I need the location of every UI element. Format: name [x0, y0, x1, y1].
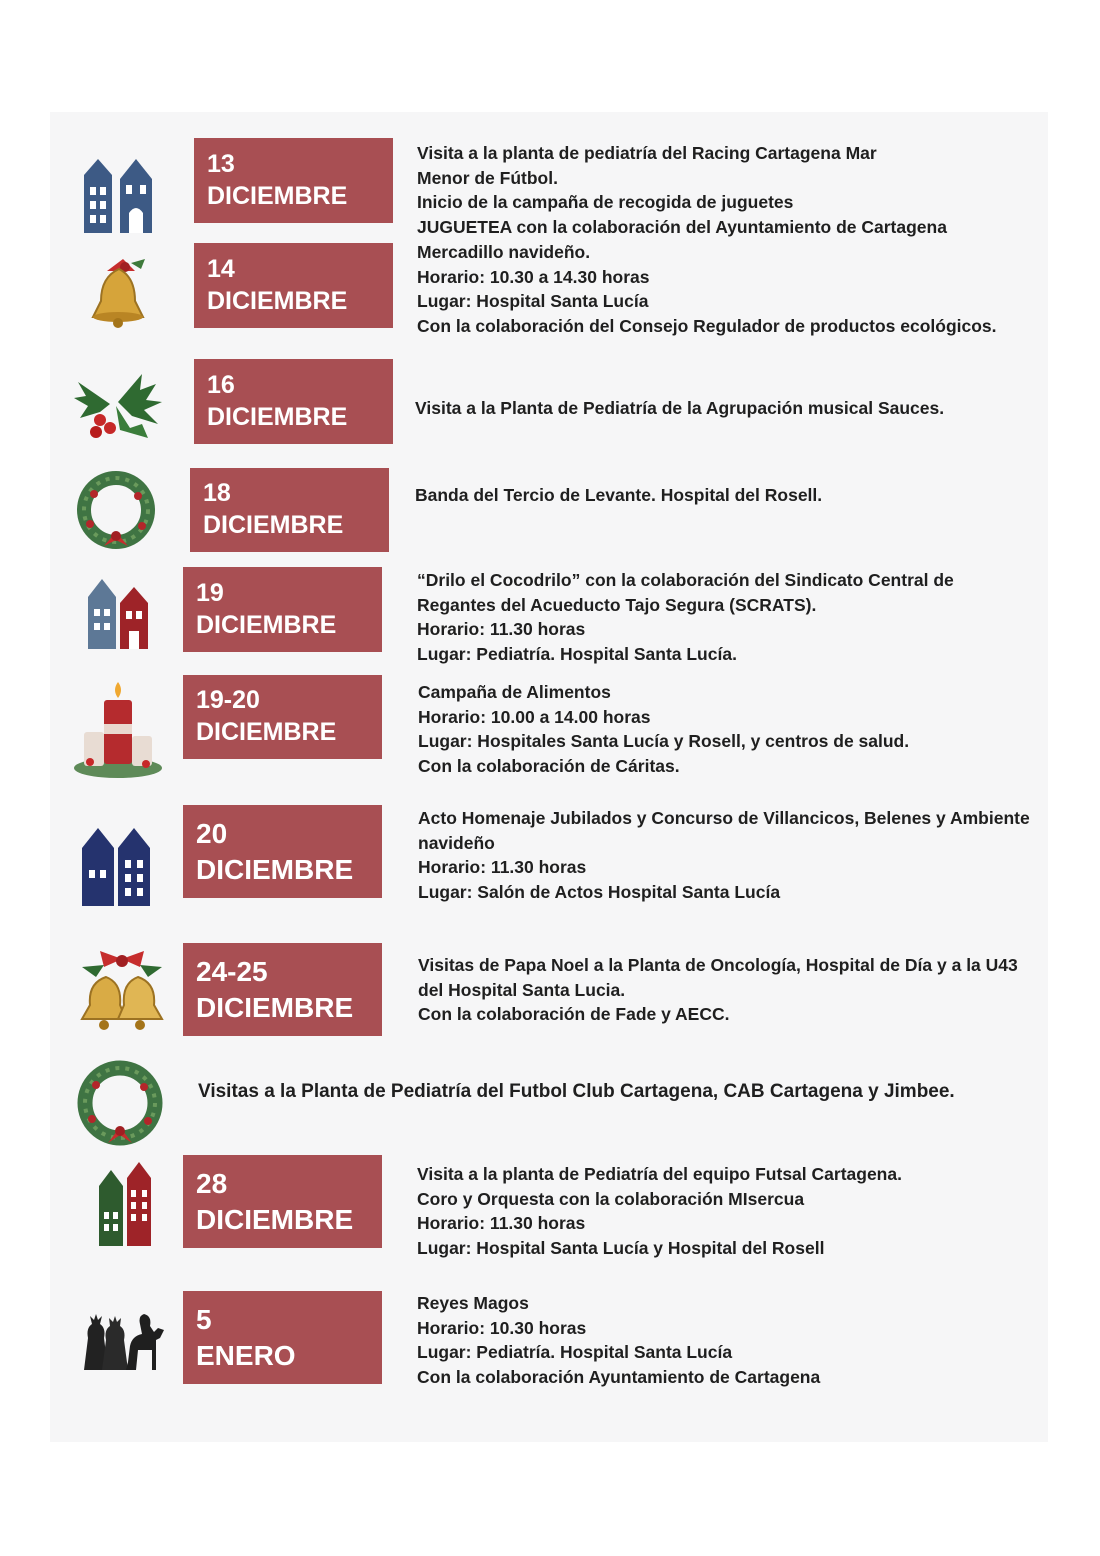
event-day: 24-25 — [196, 955, 268, 987]
desc-line: Lugar: Salón de Actos Hospital Santa Lucía — [418, 881, 781, 902]
event-day: 14 — [207, 254, 235, 283]
event-day: 16 — [207, 370, 235, 399]
event-day: 20 — [196, 817, 228, 849]
date-box — [183, 567, 382, 652]
desc-line: Mercadillo navideño. — [417, 242, 591, 262]
desc-line: Horario: 11.30 horas — [418, 857, 587, 877]
desc-line: Horario: 10.30 a 14.30 horas — [417, 266, 650, 287]
event-month: DICIEMBRE — [203, 511, 344, 539]
bell-icon — [83, 255, 153, 335]
desc-line: Visita a la planta de pediatría del Racing Cartagena Mar — [417, 143, 877, 163]
three-kings-icon — [80, 1302, 168, 1372]
date-box — [194, 243, 393, 328]
date-box — [183, 943, 382, 1036]
desc-line: Menor de Fútbol. — [417, 167, 558, 188]
date-box — [194, 138, 393, 223]
event-description — [418, 680, 909, 778]
desc-line: Lugar: Hospital Santa Lucía — [417, 291, 649, 311]
desc-line: Visita a la planta de Pediatría del equipo Futsal Cartagena. — [417, 1164, 902, 1184]
bells-icon — [74, 947, 170, 1033]
date-box — [194, 359, 393, 444]
desc-line: Lugar: Hospital Santa Lucía y Hospital del Rosell — [417, 1237, 825, 1258]
event-month: DICIEMBRE — [196, 991, 354, 1023]
desc-line: Inicio de la campaña de recogida de juguetes — [417, 192, 794, 212]
desc-line: Visitas de Papa Noel a la Planta de Oncología, Hospital de Día y a la U43 — [418, 955, 1018, 975]
date-box — [183, 1291, 382, 1384]
date-box — [183, 805, 382, 898]
desc-line: Reyes Magos — [417, 1293, 529, 1313]
event-description — [418, 806, 1030, 904]
event-month: DICIEMBRE — [196, 853, 354, 885]
desc-line: Horario: 11.30 horas — [417, 1213, 586, 1233]
event-description — [417, 141, 947, 239]
desc-line: Acto Homenaje Jubilados y Concurso de Villancicos, Belenes y Ambiente — [418, 808, 1030, 828]
event-month: DICIEMBRE — [196, 610, 337, 639]
desc-line: JUGUETEA con la colaboración del Ayuntamiento de Cartagena — [417, 216, 947, 237]
date-box — [183, 675, 382, 759]
holly-icon — [70, 368, 165, 440]
event-month: DICIEMBRE — [196, 1203, 354, 1235]
desc-line: “Drilo el Cocodrilo” con la colaboración del Sindicato Central de — [417, 570, 954, 590]
event-month: DICIEMBRE — [207, 402, 348, 431]
event-description — [417, 1162, 902, 1260]
banner-text: Visitas a la Planta de Pediatría del Futbol Club Cartagena, CAB Cartagena y Jimbee. — [198, 1081, 955, 1102]
event-day: 5 — [196, 1303, 212, 1335]
desc-line: Con la colaboración del Consejo Regulador de productos ecológicos. — [417, 315, 997, 336]
desc-line: Banda del Tercio de Levante. Hospital del Rosell. — [415, 485, 823, 505]
desc-line: Coro y Orquesta con la colaboración MIsercua — [417, 1188, 805, 1209]
desc-line: del Hospital Santa Lucia. — [418, 979, 626, 1000]
event-month: ENERO — [196, 1339, 296, 1371]
wreath-icon — [72, 1055, 168, 1149]
event-description — [415, 483, 822, 508]
house-icon — [97, 1160, 153, 1248]
desc-line: Horario: 11.30 horas — [417, 619, 586, 639]
event-description — [417, 1291, 820, 1389]
house-icon — [80, 824, 152, 908]
desc-line: Campaña de Alimentos — [418, 682, 611, 702]
event-month: DICIEMBRE — [196, 718, 337, 746]
desc-line: Con la colaboración Ayuntamiento de Cartagena — [417, 1366, 821, 1387]
desc-line: Visita a la Planta de Pediatría de la Agrupación musical Sauces. — [415, 398, 945, 418]
event-description — [417, 240, 997, 338]
event-day: 19 — [196, 578, 224, 607]
desc-line: Lugar: Pediatría. Hospital Santa Lucía — [417, 1342, 733, 1362]
event-day: 19-20 — [196, 686, 260, 715]
wreath-icon — [72, 466, 160, 552]
desc-line: navideño — [418, 832, 495, 853]
candle-icon — [70, 676, 166, 780]
date-box — [190, 468, 389, 552]
desc-line: Con la colaboración de Cáritas. — [418, 755, 680, 776]
house-icon — [86, 575, 152, 651]
event-day: 28 — [196, 1167, 228, 1199]
desc-line: Lugar: Hospitales Santa Lucía y Rosell, y centros de salud. — [418, 731, 910, 751]
date-box — [183, 1155, 382, 1248]
event-description — [418, 953, 1018, 1027]
desc-line: Horario: 10.00 a 14.00 horas — [418, 706, 651, 727]
event-description — [415, 396, 944, 421]
desc-line: Con la colaboración de Fade y AECC. — [418, 1004, 730, 1024]
event-day: 13 — [207, 149, 235, 178]
house-icon — [80, 155, 156, 235]
event-month: DICIEMBRE — [207, 181, 348, 210]
event-day: 18 — [203, 479, 231, 508]
desc-line: Lugar: Pediatría. Hospital Santa Lucía. — [417, 643, 737, 664]
desc-line: Horario: 10.30 horas — [417, 1317, 587, 1338]
event-description — [417, 568, 954, 666]
event-month: DICIEMBRE — [207, 286, 348, 315]
desc-line: Regantes del Acueducto Tajo Segura (SCRATS). — [417, 594, 817, 615]
